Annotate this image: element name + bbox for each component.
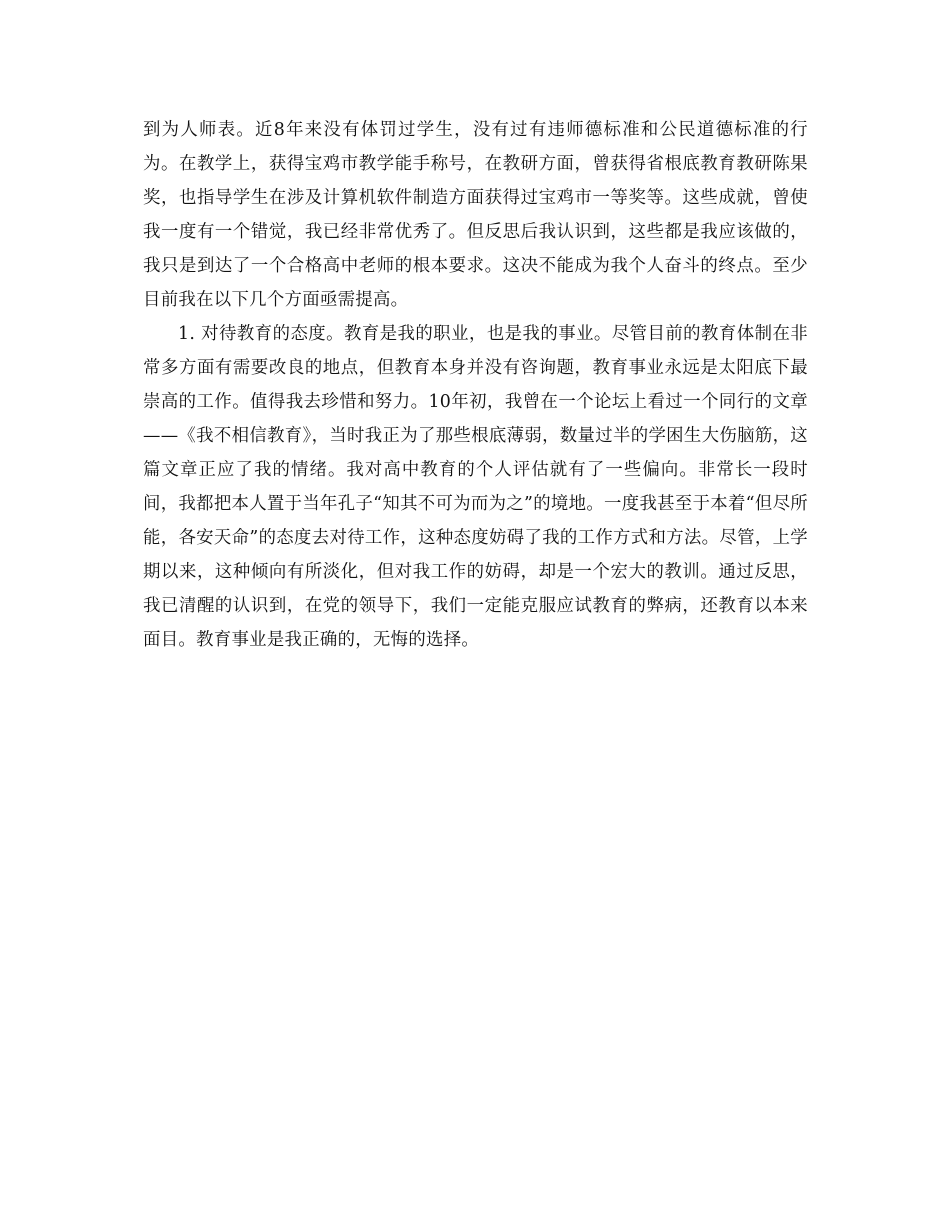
paragraph-item-1: 1. 对待教育的态度。教育是我的职业，也是我的事业。尽管目前的教育体制在非常多方面有需要改良的地点，但教育本身并没有咨询题，教育事业永远是太阳底下最崇高的工作。值得我去珍惜和努力。10年初，我曾在一个论坛上看过一个同行的文章——《我不相信教育》，当时我正为了那些根底薄弱，数量过半的学困生大伤脑筋，这篇文章正应了我的情绪。我对高中教育的个人评估就有了一些偏向。非常长一段时间，我都把本人置于当年孔子“知其不可为而为之”的境地。一度我甚至于本着“但尽所能，各安天命”的态度去对待工作，这种态度妨碍了我的工作方式和方法。尽管，上学期以来，这种倾向有所淡化，但对我工作的妨碍，却是一个宏大的教训。通过反思，我已清醒的认识到，在党的领导下，我们一定能克服应试教育的弊病，还教育以本来面目。教育事业是我正确的，无悔的选择。 — [143, 324, 808, 650]
document-body — [143, 113, 808, 657]
paragraph-intro: 到为人师表。近8年来没有体罚过学生，没有过有违师德标准和公民道德标准的行为。在教学上，获得宝鸡市教学能手称号，在教研方面，曾获得省根底教育教研陈果奖，也指导学生在涉及计算机软件制造方面获得过宝鸡市一等奖等。这些成就，曾使我一度有一个错觉，我已经非常优秀了。但反思后我认识到，这些都是我应该做的，我只是到达了一个合格高中老师的根本要求。这决不能成为我个人奋斗的终点。至少目前我在以下几个方面亟需提高。 — [143, 120, 808, 310]
